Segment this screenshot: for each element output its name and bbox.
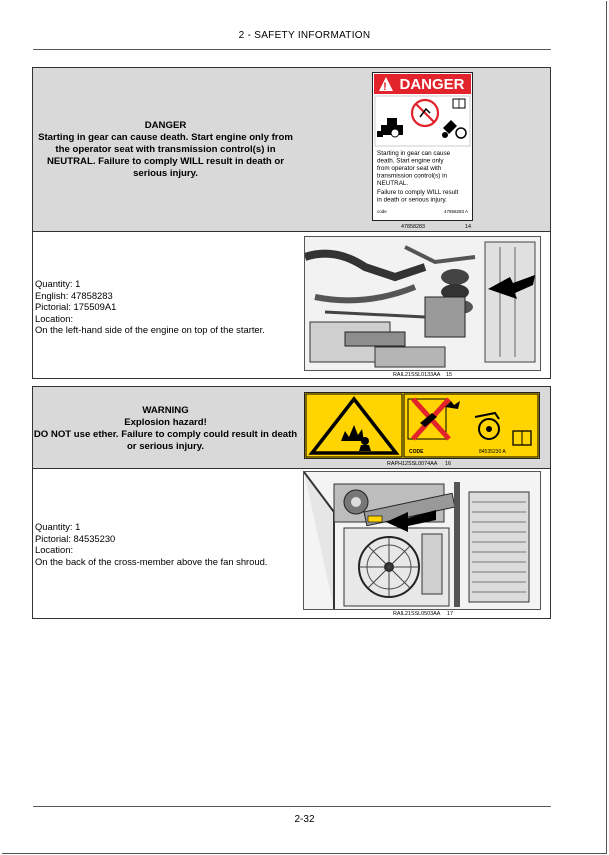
danger-decal-text xyxy=(377,150,459,204)
danger-english: English: 47858283 xyxy=(35,289,113,301)
danger-decal-code-number: 47858283 A xyxy=(443,209,468,214)
svg-text:death. Start engine only: death. Start engine only xyxy=(377,157,444,165)
footer-rule xyxy=(33,806,551,807)
svg-text:from operator seat with: from operator seat with xyxy=(377,165,442,172)
svg-text:!: ! xyxy=(383,81,387,93)
danger-location-label: Location: xyxy=(35,312,74,324)
warning-decal-code-number: 84535230 A xyxy=(479,449,506,455)
danger-info-text xyxy=(35,278,300,336)
warning-info-text xyxy=(35,521,300,567)
header-rule xyxy=(33,49,551,50)
danger-quantity: Quantity: 1 xyxy=(35,278,81,289)
fan-shroud-photo xyxy=(303,471,541,610)
danger-decal-code-label: code xyxy=(377,209,387,214)
danger-pictorial: Pictorial: 175509A1 xyxy=(35,301,117,312)
engine-photo-caption-id: RAIL21SSL0133AA xyxy=(393,372,441,378)
warning-text-area xyxy=(33,405,298,453)
warning-decal-caption-num: 16 xyxy=(445,461,451,467)
decal-location-marker xyxy=(368,516,382,522)
fan-photo-caption-id: RAIL21SSL0503AA xyxy=(393,611,441,617)
danger-heading: DANGER xyxy=(144,120,187,131)
danger-decal-caption-id: 47858283 xyxy=(401,224,425,230)
engine-starter-photo xyxy=(304,236,541,371)
svg-text:in death or serious injury.: in death or serious injury. xyxy=(377,196,447,204)
danger-signal-word: DANGER xyxy=(399,76,465,93)
danger-decal-caption-num: 14 xyxy=(465,224,471,230)
warning-quantity: Quantity: 1 xyxy=(35,521,81,532)
danger-message-row xyxy=(32,67,551,232)
warning-location-label: Location: xyxy=(35,544,74,555)
svg-text:Failure to comply WILL result: Failure to comply WILL result xyxy=(377,189,459,196)
warning-decal-caption-id: RAPH12SSL0074AA xyxy=(387,461,438,467)
fan-shroud-illustration xyxy=(304,472,540,609)
engine-starter-illustration xyxy=(305,237,540,370)
warning-decal-code-label: CODE xyxy=(409,449,424,455)
warning-info-row xyxy=(32,468,551,619)
danger-body: Starting in gear can cause death. Start engine only from the operator seat with transmission control(s) in NEUTRAL. Failure to comply WILL result in death or serious injury. xyxy=(38,132,293,179)
danger-text-area xyxy=(33,120,298,180)
warning-body: DO NOT use ether. Failure to comply could result in death or serious injury. xyxy=(33,429,298,452)
fan-photo-caption-num: 17 xyxy=(447,611,453,617)
danger-decal xyxy=(372,72,473,221)
warning-decal xyxy=(304,392,540,459)
page-number: 2-32 xyxy=(294,814,315,825)
svg-text:transmission control(s) in: transmission control(s) in xyxy=(377,172,447,180)
svg-text:Starting in gear can cause: Starting in gear can cause xyxy=(377,150,451,157)
danger-location: On the left-hand side of the engine on top of the starter. xyxy=(35,324,265,335)
warning-heading: WARNING xyxy=(142,405,189,416)
page-header-title: 2 - SAFETY INFORMATION xyxy=(238,30,371,41)
warning-message-row xyxy=(32,386,551,469)
warning-subheading: Explosion hazard! xyxy=(124,417,207,428)
warning-decal-graphic xyxy=(305,393,539,458)
danger-decal-graphic xyxy=(373,73,472,220)
warning-pictorial: Pictorial: 84535230 xyxy=(35,532,116,544)
engine-photo-caption-num: 15 xyxy=(446,372,452,378)
warning-location: On the back of the cross-member above the fan shroud. xyxy=(35,555,268,567)
svg-text:NEUTRAL.: NEUTRAL. xyxy=(377,180,409,187)
danger-info-row xyxy=(32,231,551,379)
